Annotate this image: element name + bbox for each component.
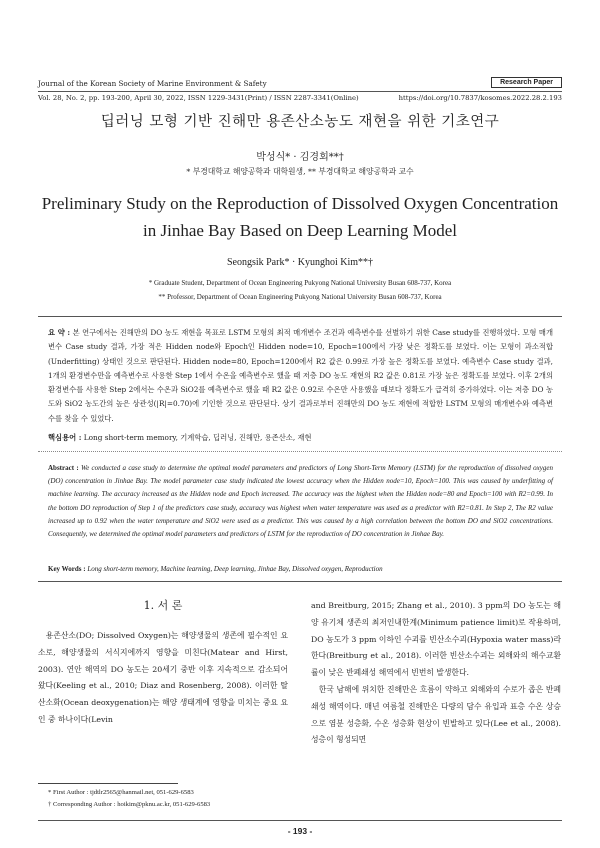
korean-keywords xyxy=(48,433,553,443)
abstract-top-rule xyxy=(38,316,562,317)
footnote-rule xyxy=(38,783,178,784)
korean-title: 딥러닝 모형 기반 진해만 용존산소농도 재현을 위한 기초연구 xyxy=(100,114,500,130)
korean-authors: 박성식* · 김경회**† xyxy=(256,152,344,163)
section-heading-introduction: 1. 서 론 xyxy=(143,599,183,612)
abstract-bottom-rule xyxy=(38,581,562,582)
korean-abstract xyxy=(48,326,553,426)
body-column-right xyxy=(311,598,561,749)
korean-abstract-text: 본 연구에서는 진해만의 DO 농도 재현을 목표로 LSTM 모형의 최적 매개변수 조건과 예측변수를 선별하기 위한 Case study를 진행하였다. 모형 매개변수 Case study 결과, 가장 적은 Hidden node와 Epoch인 Hidden node=10, Epoch=100에서 가장 낮은 정확도를 보였다. 이는 모형이 과소적합(Underfitting) 상태인 것으로 판단된다. Hidden node=80, Epoch=1200에서 R2 값은 0.99로 가장 높은 정확도를 보였다. 예측변수 Case study 결과, 1개의 환경변수만을 예측변수로 사용한 Step 1에서 수온을 예측변수로 했을 때 저층 DO 농도 재현의 R2 값은 0.81로 가장 높은 정확도를 보였다. 이후 2개의 환경변수를 사용한 Step 2에서는 수온과 SiO2를 예측변수로 했을 때 R2 값은 0.92로 수온만 사용했을 때보다 정확도가 급격히 증가하였다. 이는 저층 DO 농도와 SiO2 농도간의 높은 상관성(|R|=0.70)에 기인한 것으로 판단된다. 상기 결과로부터 진해만의 DO 농도 재현에 적합한 LSTM 모형의 매개변수와 예측변수를 찾을 수 있었다. xyxy=(48,328,553,423)
english-keywords xyxy=(48,565,553,573)
english-authors: Seongsik Park* · Kyunghoi Kim**† xyxy=(226,257,374,268)
korean-keywords-text: Long short-term memory, 기계학습, 딥러닝, 진해만, 용존산소, 재현 xyxy=(83,433,312,442)
article-type-badge: Research Paper xyxy=(491,77,562,88)
korean-abstract-label: 요 약 : xyxy=(48,328,71,337)
abstract-divider xyxy=(38,451,562,452)
english-title: Preliminary Study on the Reproduction of Dissolved Oxygen Concentration in Jinhae Bay Based on Deep Learning Model xyxy=(41,194,559,240)
footnote-first-author: * First Author : tjdtlr2565@hanmail.net, 051-629-6583 xyxy=(48,789,194,796)
english-abstract-label: Abstract : xyxy=(48,464,79,472)
page-number: - 193 - xyxy=(287,826,313,836)
english-abstract xyxy=(48,462,553,541)
body-paragraph: 한국 남해에 위치한 진해만은 흐름이 약하고 외해와의 수로가 좁은 반폐쇄성 해역이다. 매년 여름철 진해만은 다량의 담수 유입과 표층 수온 상승으로 염분 성층화, 수온 성층화 현상이 빈발하고 있다(Lee et al., 2008). 성층이 형성되면 xyxy=(311,684,561,745)
body-column-left xyxy=(38,628,288,729)
body-paragraph: 용존산소(DO; Dissolved Oxygen)는 해양생물의 생존에 필수적인 요소로, 해양생물의 서식지에까지 영향을 미친다(Matear and Hirst, 2003). 연안 해역의 DO 농도는 20세기 중반 이후 지속적으로 감소되어 왔다(Keeling et al., 2010; Diaz and Rosenberg, 2008). 이러한 탈산소화(Ocean deoxygenation)는 해양 생태계에 영향을 미치는 중요 요인 중 하나이다(Levin xyxy=(38,631,288,724)
body-paragraph: and Breitburg, 2015; Zhang et al., 2010). 3 ppm의 DO 농도는 해양 유기체 생존의 최저인내한계(Minimum patience limit)로 작용하며, DO 농도가 3 ppm 이하인 수괴를 빈산소수괴(Hypoxia water mass)라 한다(Breitburg et al., 2018). 이러한 빈산소수괴는 외해와의 해수교환률이 낮은 반폐쇄성 해역에서 빈번히 발생한다. xyxy=(311,601,561,678)
doi-link[interactable]: https://doi.org/10.7837/kosomes.2022.28.2.193 xyxy=(398,94,562,102)
header-rule xyxy=(38,91,562,92)
english-keywords-label: Key Words : xyxy=(48,565,86,573)
footer-rule xyxy=(38,820,562,821)
english-affiliation-1: * Graduate Student, Department of Ocean Engineering Pukyong National University Busan 608-737, Korea xyxy=(148,279,452,287)
journal-volume: Vol. 28, No. 2, pp. 193-200, April 30, 2022, ISSN 1229-3431(Print) / ISSN 2287-3341(Online) xyxy=(38,94,359,102)
english-keywords-text: Long short-term memory, Machine learning, Deep learning, Jinhae Bay, Dissolved oxygen, Reproduction xyxy=(87,565,383,573)
footnote-corresponding-author: † Corresponding Author : hoikim@pknu.ac.kr, 051-629-6583 xyxy=(48,801,211,808)
english-abstract-text: We conducted a case study to determine the optimal model parameters and predictors of Long Short-Term Memory (LSTM) for the reproduction of dissolved oxygen (DO) concentration in Jinhae Bay. The model parameter case study indicated the lowest accuracy when the Hidden node=10, Epoch=100. This was caused by underfitting of machine learning. The accuracy increased as the Hidden node and Epoch increased. The accuracy was the highest when the Hidden node=80 and Epoch=100 with R2=0.99. In the bottom DO reproduction of Step 1 of the predictors case study, accuracy was highest when water temperature was used as a predictor with R2=0.81. In Step 2, The R2 value increased up to 0.92 when the water temperature and SiO2 were used as a predictor. This was caused by a high correlation between the bottom DO and SiO2 concentrations. Consequently, we determined the optimal model parameters and predictors of LSTM for the reproduction of DO concentration in Jinhae Bay. xyxy=(48,464,553,539)
journal-name: Journal of the Korean Society of Marine Environment & Safety xyxy=(38,79,267,88)
english-affiliation-2: ** Professor, Department of Ocean Engineering Pukyong National University Busan 608-737, Korea xyxy=(158,293,442,301)
korean-keywords-label: 핵심용어 : xyxy=(48,433,82,442)
korean-affiliations: * 부경대학교 해양공학과 대학원생, ** 부경대학교 해양공학과 교수 xyxy=(186,167,414,176)
